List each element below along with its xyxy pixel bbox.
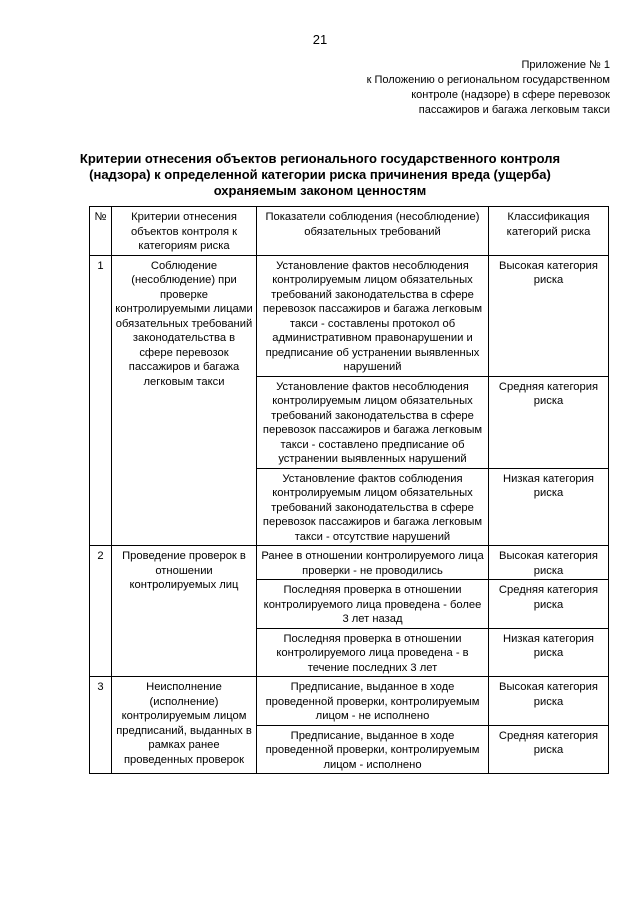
risk-class-cell: Высокая категория риска <box>489 677 609 726</box>
indicator-cell: Ранее в отношении контролируемого лица проверки - не проводились <box>257 546 489 580</box>
document-title <box>60 151 580 199</box>
criterion-cell: Проведение проверок в отношении контролируемых лиц <box>112 546 257 677</box>
risk-class-cell: Средняя категория риска <box>489 580 609 629</box>
indicator-cell: Последняя проверка в отношении контролируемого лица проведена - в течение последних 3 лет <box>257 628 489 677</box>
appendix-line: контроле (надзоре) в сфере перевозок <box>411 89 610 101</box>
table-row <box>90 255 609 376</box>
header-indicators: Показатели соблюдения (несоблюдение) обязательных требований <box>257 207 489 256</box>
appendix-line: к Положению о региональном государственном <box>366 74 610 86</box>
row-number: 2 <box>90 546 112 677</box>
table-row <box>90 677 609 726</box>
risk-class-cell: Высокая категория риска <box>489 255 609 376</box>
indicator-cell: Последняя проверка в отношении контролируемого лица проведена - более 3 лет назад <box>257 580 489 629</box>
appendix-line: пассажиров и багажа легковым такси <box>418 104 610 116</box>
criteria-table <box>89 206 609 774</box>
title-line: (надзора) к определенной категории риска причинения вреда (ущерба) <box>89 167 551 182</box>
table-header-row <box>90 207 609 256</box>
table-row <box>90 546 609 580</box>
risk-class-cell: Низкая категория риска <box>489 468 609 546</box>
indicator-cell: Установление фактов соблюдения контролируемым лицом обязательных требований законодательства в сфере перевозок пассажиров и багажа легковым такси - отсутствие нарушений <box>257 468 489 546</box>
criterion-cell: Соблюдение (несоблюдение) при проверке контролируемыми лицами обязательных требований законодательства в сфере перевозок пассажиров и багажа легковым такси <box>112 255 257 546</box>
risk-class-cell: Средняя категория риска <box>489 376 609 468</box>
title-line: Критерии отнесения объектов регионального государственного контроля <box>79 151 561 166</box>
indicator-cell: Установление фактов несоблюдения контролируемым лицом обязательных требований законодательства в сфере перевозок пассажиров и багажа легковым такси - составлены протокол об административном правонарушении и предписание об устранении выявленных нарушений <box>257 255 489 376</box>
risk-class-cell: Средняя категория риска <box>489 725 609 774</box>
indicator-cell: Предписание, выданное в ходе проведенной проверки, контролируемым лицом - исполнено <box>257 725 489 774</box>
title-line: охраняемым законом ценностям <box>213 183 427 198</box>
row-number: 3 <box>90 677 112 774</box>
row-number: 1 <box>90 255 112 546</box>
header-classification: Классификация категорий риска <box>489 207 609 256</box>
header-criteria: Критерии отнесения объектов контроля к категориям риска <box>112 207 257 256</box>
page-number: 21 <box>312 32 328 47</box>
indicator-cell: Предписание, выданное в ходе проведенной проверки, контролируемым лицом - не исполнено <box>257 677 489 726</box>
indicator-cell: Установление фактов несоблюдения контролируемым лицом обязательных требований законодательства в сфере перевозок пассажиров и багажа легковым такси - составлено предписание об устранении выявленных нарушений <box>257 376 489 468</box>
header-number: № <box>90 207 112 256</box>
criterion-cell: Неисполнение (исполнение) контролируемым лицом предписаний, выданных в рамках ранее проведенных проверок <box>112 677 257 774</box>
risk-class-cell: Высокая категория риска <box>489 546 609 580</box>
risk-class-cell: Низкая категория риска <box>489 628 609 677</box>
appendix-line: Приложение № 1 <box>521 59 610 71</box>
appendix-note <box>367 58 610 118</box>
